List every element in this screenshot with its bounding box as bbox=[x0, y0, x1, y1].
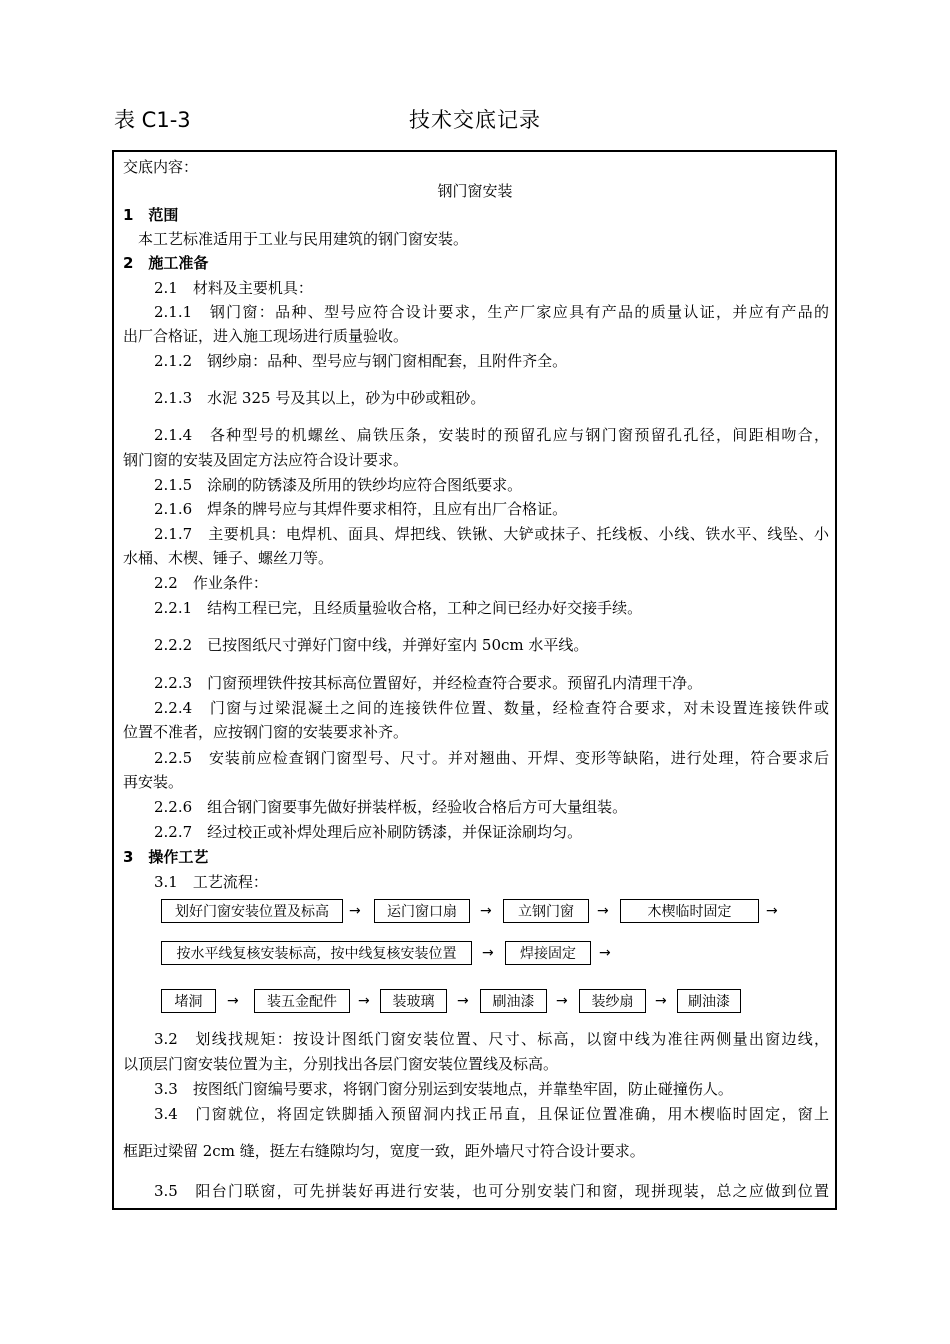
flow-step-glass: 装玻璃 bbox=[380, 989, 447, 1013]
flow-arrow: → bbox=[480, 903, 492, 919]
item-2-1-2: 2.1.2 钢纱扇：品种、型号应与钢门窗相配套，且附件齐全。 bbox=[154, 352, 568, 370]
flow-step-weld: 焊接固定 bbox=[505, 941, 591, 965]
item-2-2-7: 2.2.7 经过校正或补焊处理后应补刷防锈漆，并保证涂刷均匀。 bbox=[154, 823, 583, 841]
form-number: 表 C1-3 bbox=[114, 108, 191, 132]
flow-arrow: → bbox=[349, 903, 361, 919]
flow-arrow: → bbox=[597, 903, 609, 919]
flow-step-mark-position: 划好门窗安装位置及标高 bbox=[161, 899, 343, 923]
flow-step-hardware: 装五金配件 bbox=[254, 989, 350, 1013]
flow-arrow: → bbox=[599, 945, 611, 961]
item-2-1-7-line2: 水桶、木楔、锤子、螺丝刀等。 bbox=[123, 549, 334, 567]
flow-arrow: → bbox=[766, 903, 778, 919]
item-2-2-4-line1: 2.2.4 门窗与过梁混凝土之间的连接铁件位置、数量，经检查符合要求，对未设置连接铁件或 bbox=[154, 699, 829, 717]
item-2-1: 2.1 材料及主要机具： bbox=[154, 279, 313, 297]
item-2-1-6: 2.1.6 焊条的牌号应与其焊件要求相符，且应有出厂合格证。 bbox=[154, 500, 568, 518]
item-2-2-1: 2.2.1 结构工程已完，且经质量验收合格，工种之间已经办好交接手续。 bbox=[154, 599, 643, 617]
item-3-4-line1: 3.4 门窗就位，将固定铁脚插入预留洞内找正吊直，且保证位置准确，用木楔临时固定，窗上 bbox=[154, 1105, 829, 1123]
item-3-3: 3.3 按图纸门窗编号要求，将钢门窗分别运到安装地点，并靠垫牢固，防止碰撞伤人。 bbox=[154, 1080, 733, 1098]
item-2-1-5: 2.1.5 涂刷的防锈漆及所用的铁纱均应符合图纸要求。 bbox=[154, 476, 523, 494]
document-title: 技术交底记录 bbox=[409, 108, 541, 132]
flow-arrow: → bbox=[227, 993, 239, 1009]
item-2-1-1-line2: 出厂合格证，进入施工现场进行质量验收。 bbox=[123, 327, 409, 345]
item-2-2-5-line1: 2.2.5 安装前应检查钢门窗型号、尺寸。并对翘曲、开焊、变形等缺陷，进行处理，符合要求后 bbox=[154, 749, 829, 767]
item-3-2-line1: 3.2 划线找规矩：按设计图纸门窗安装位置、尺寸、标高，以窗中线为准往两侧量出窗边线， bbox=[154, 1030, 829, 1048]
item-2-2-4-line2: 位置不准者，应按钢门窗的安装要求补齐。 bbox=[123, 723, 409, 741]
flow-arrow: → bbox=[358, 993, 370, 1009]
flow-step-recheck: 按水平线复核安装标高，按中线复核安装位置 bbox=[161, 941, 472, 965]
flow-arrow: → bbox=[655, 993, 667, 1009]
section-3-title: 3 操作工艺 bbox=[123, 848, 209, 866]
item-2-2: 2.2 作业条件： bbox=[154, 574, 268, 592]
flow-step-paint: 刷油漆 bbox=[480, 989, 547, 1013]
flow-step-paint-final: 刷油漆 bbox=[677, 989, 741, 1013]
flow-arrow: → bbox=[457, 993, 469, 1009]
content-label: 交底内容： bbox=[123, 158, 199, 176]
item-2-1-4-line1: 2.1.4 各种型号的机螺丝、扁铁压条，安装时的预留孔应与钢门窗预留孔孔径，间距相吻合， bbox=[154, 426, 829, 444]
flow-step-screen: 装纱扇 bbox=[579, 989, 646, 1013]
item-2-2-6: 2.2.6 组合钢门窗要事先做好拼装样板，经验收合格后方可大量组装。 bbox=[154, 798, 628, 816]
section-1-title: 1 范围 bbox=[123, 206, 179, 224]
flow-step-plug-holes: 堵洞 bbox=[161, 989, 216, 1013]
section-1-text: 本工艺标准适用于工业与民用建筑的钢门窗安装。 bbox=[138, 230, 469, 248]
item-3-2-line2: 以顶层门窗安装位置为主，分别找出各层门窗安装位置线及标高。 bbox=[123, 1055, 559, 1073]
item-2-2-3: 2.2.3 门窗预埋铁件按其标高位置留好，并经检查符合要求。预留孔内清理干净。 bbox=[154, 674, 703, 692]
item-2-1-1-line1: 2.1.1 钢门窗：品种、型号应符合设计要求，生产厂家应具有产品的质量认证，并应有产品的 bbox=[154, 303, 829, 321]
item-2-2-2: 2.2.2 已按图纸尺寸弹好门窗中线，并弹好室内 50cm 水平线。 bbox=[154, 636, 589, 654]
flow-step-erect: 立钢门窗 bbox=[503, 899, 589, 923]
flow-arrow: → bbox=[482, 945, 494, 961]
flow-arrow: → bbox=[556, 993, 568, 1009]
item-2-2-5-line2: 再安装。 bbox=[123, 773, 184, 791]
section-2-title: 2 施工准备 bbox=[123, 254, 209, 272]
section-subtitle: 钢门窗安装 bbox=[437, 182, 513, 200]
item-2-1-3: 2.1.3 水泥 325 号及其以上，砂为中砂或粗砂。 bbox=[154, 389, 486, 407]
item-2-1-7-line1: 2.1.7 主要机具：电焊机、面具、焊把线、铁锹、大铲或抹子、托线板、小线、铁水平、线坠、小 bbox=[154, 525, 829, 543]
item-3-1: 3.1 工艺流程： bbox=[154, 873, 268, 891]
flow-step-wedge-fix: 木楔临时固定 bbox=[620, 899, 759, 923]
item-2-1-4-line2: 钢门窗的安装及固定方法应符合设计要求。 bbox=[123, 451, 409, 469]
item-3-4-line2: 框距过梁留 2cm 缝，挺左右缝隙均匀，宽度一致，距外墙尺寸符合设计要求。 bbox=[123, 1142, 645, 1160]
item-3-5-line1: 3.5 阳台门联窗，可先拼装好再进行安装，也可分别安装门和窗，现拼现装，总之应做到位置 bbox=[154, 1182, 829, 1200]
flow-step-transport: 运门窗口扇 bbox=[374, 899, 470, 923]
